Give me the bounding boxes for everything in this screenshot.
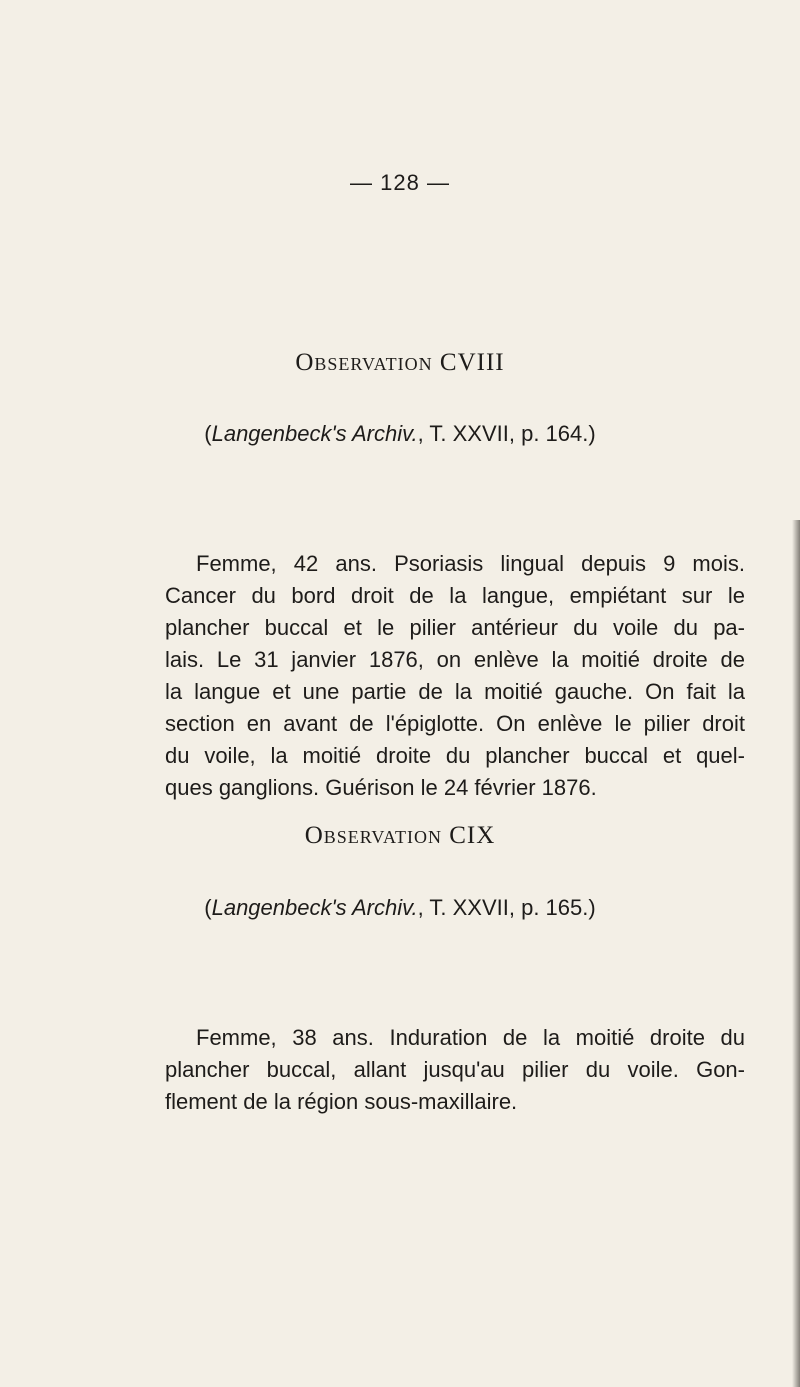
- paragraph-line: section en avant de l'épiglotte. On enlève le pilier droit: [165, 711, 745, 736]
- observation-citation: [0, 421, 800, 447]
- citation-details: , T. XXVII, p. 164.): [417, 421, 596, 446]
- citation-journal: Langenbeck's Archiv.: [211, 895, 418, 920]
- citation-open: (: [204, 421, 212, 446]
- paragraph-line: plancher buccal, allant jusqu'au pilier du voile. Gon-: [165, 1057, 745, 1082]
- citation-open: (: [204, 895, 212, 920]
- observation-heading: Observation CVIII: [295, 349, 505, 376]
- citation-details: , T. XXVII, p. 165.): [417, 895, 596, 920]
- citation-journal: Langenbeck's Archiv.: [211, 421, 418, 446]
- paragraph-line: ques ganglions. Guérison le 24 février 1876.: [165, 775, 597, 800]
- paragraph-line: la langue et une partie de la moitié gauche. On fait la: [165, 679, 745, 704]
- paragraph-line: du voile, la moitié droite du plancher buccal et quel-: [165, 743, 745, 768]
- observation-citation: [0, 895, 800, 921]
- page-edge-shadow: [792, 520, 800, 1387]
- observation-paragraph: [165, 548, 745, 804]
- paragraph-line: lais. Le 31 janvier 1876, on enlève la moitié droite de: [165, 647, 745, 672]
- paragraph-line: flement de la région sous-maxillaire.: [165, 1089, 518, 1114]
- page-number: — 128 —: [350, 170, 450, 195]
- observation-paragraph: [165, 1022, 745, 1118]
- observation-heading: Observation CIX: [304, 822, 496, 849]
- paragraph-line: plancher buccal et le pilier antérieur du voile du pa-: [165, 615, 745, 640]
- paragraph-line: Cancer du bord droit de la langue, empiétant sur le: [165, 583, 745, 608]
- paragraph-line: Femme, 42 ans. Psoriasis lingual depuis 9 mois.: [196, 551, 745, 576]
- paragraph-line: Femme, 38 ans. Induration de la moitié droite du: [196, 1025, 745, 1050]
